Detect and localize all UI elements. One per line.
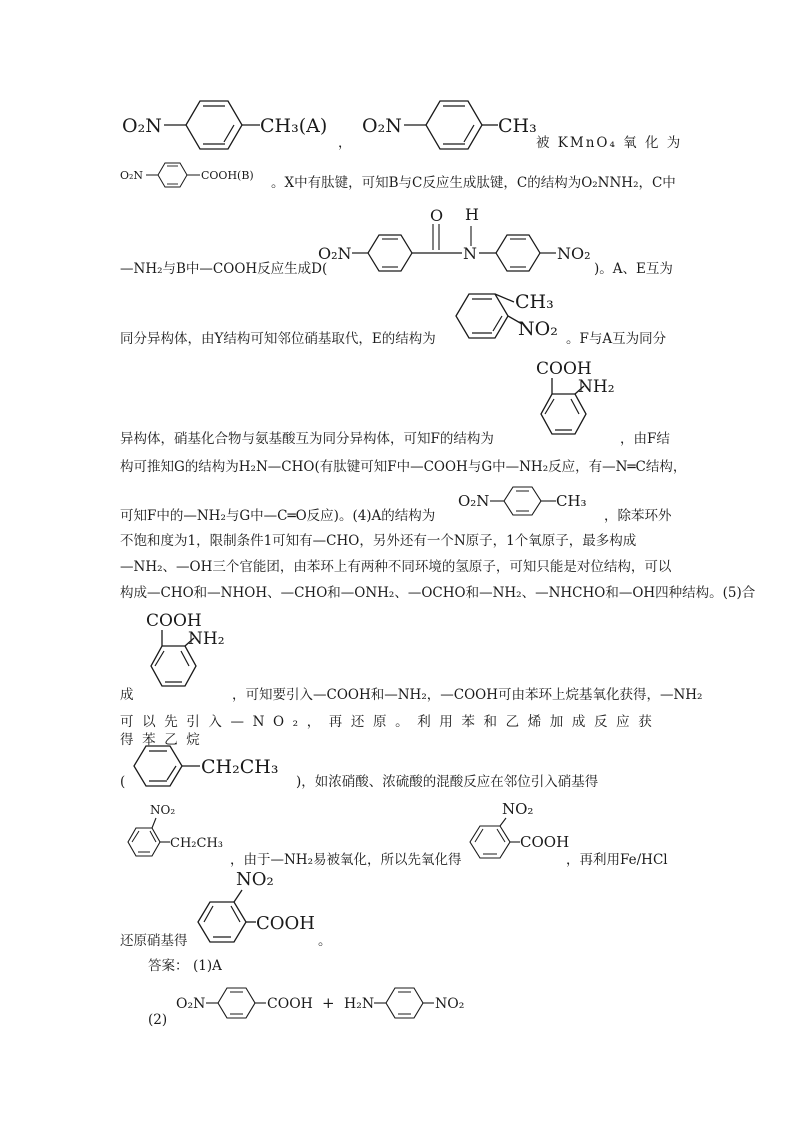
formula-label: CH₃ — [556, 492, 587, 510]
text-line: ，再利用Fe/HCl — [566, 852, 668, 868]
formula-label: O₂N — [122, 115, 162, 137]
formula-label: CH₂CH₃ — [170, 836, 223, 851]
formula-label: COOH — [520, 833, 570, 851]
formula-label: O₂N — [176, 996, 206, 1012]
answer-1: (1)A — [193, 958, 222, 974]
text-line: ，可知要引入—COOH和—NH₂，—COOH可由苯环上烷基氧化获得，—NH₂ — [232, 687, 703, 703]
formula-label: NO₂ — [435, 996, 465, 1012]
formula-label: CH₂CH₃ — [201, 756, 279, 778]
structure-ethylbenzene — [128, 740, 308, 796]
structure-nitrotoluene-small — [456, 484, 606, 520]
text-line: —NH₂、—OH三个官能团，由苯环上有两种不同环境的氢原子，可知只能是对位结构，可以 — [120, 559, 672, 575]
structure-nitrobenzoic-acid-large — [190, 866, 330, 946]
answer-label: 答案： — [148, 958, 189, 974]
text-line: 同分异构体，由Y结构可知邻位硝基取代，E的结构为 — [120, 331, 436, 347]
formula-label: H — [465, 205, 479, 224]
formula-label: NO₂ — [502, 800, 534, 818]
formula-label: COOH — [536, 359, 592, 379]
formula-label: COOH(B) — [201, 169, 254, 182]
benzene-ring — [198, 902, 246, 942]
text-line: )。A、E互为 — [594, 261, 673, 277]
structure-nitrobenzoic-acid — [462, 798, 582, 864]
text-line: —NH₂与B中—COOH反应生成D( — [120, 261, 328, 277]
text-line: 异构体，硝基化合物与氨基酸互为同分异构体，可知F的结构为 — [120, 431, 494, 447]
text-line: 成 — [120, 687, 134, 703]
formula-label: CH₃ — [515, 291, 554, 313]
text-line: ，除苯环外 — [604, 508, 672, 524]
benzene-ring — [496, 235, 540, 271]
text-line: 。 — [318, 933, 332, 949]
formula-label: O₂N — [362, 115, 402, 137]
text-line: 构成—CHO和—NHOH、—CHO和—ONH₂、—OCHO和—NH₂、—NHCHO和—OH四种结构。(5)合 — [120, 585, 756, 601]
formula-label: NO₂ — [150, 803, 176, 817]
text-line: ( — [120, 774, 126, 790]
formula-label: N — [463, 244, 477, 263]
structure-nitrotoluene — [360, 93, 540, 157]
text-line: 还原硝基得 — [120, 933, 188, 949]
text-line: 不饱和度为1，限制条件1可知有—CHO，另外还有一个N原子，1个氧原子，最多构成 — [120, 533, 637, 549]
text-line: 。X中有肽键，可知B与C反应生成肽键，C的结构为O₂NNH₂，C中 — [271, 175, 676, 191]
benzene-ring — [158, 163, 187, 187]
formula-label: NO₂ — [236, 869, 274, 890]
structure-compound-d — [316, 202, 598, 280]
text-line: 可知F中的—NH₂与G中—C═O反应)。(4)A的结构为 — [120, 508, 436, 524]
formula-label: O₂N — [120, 169, 144, 182]
structure-anthranilic-acid — [128, 610, 238, 696]
text-line: ，由于—NH₂易被氧化，所以先氧化得 — [230, 852, 462, 868]
text-line: 被 KMnO₄ 氧 化 为 — [536, 135, 683, 151]
benzene-ring — [134, 746, 182, 786]
comma: ， — [338, 135, 352, 151]
text-line: 。F与A互为同分 — [566, 331, 667, 347]
formula-label: NO₂ — [557, 244, 591, 263]
formula-label: NO₂ — [518, 318, 558, 340]
formula-label: COOH — [146, 611, 202, 631]
formula-label: CH₃(A) — [260, 115, 328, 137]
structure-compound-e — [452, 284, 572, 354]
structure-compound-f — [518, 358, 628, 444]
benzene-ring — [541, 394, 586, 434]
plus-sign: + — [322, 994, 335, 1012]
text-line: )，如浓硝酸、浓硫酸的混酸反应在邻位引入硝基得 — [296, 774, 599, 790]
formula-label: O — [430, 206, 444, 225]
formula-label: CH₃ — [498, 115, 537, 137]
structure-nitrotoluene-a — [120, 93, 350, 157]
benzene-ring — [368, 235, 412, 271]
formula-label: COOH — [267, 996, 313, 1012]
benzene-ring — [470, 826, 510, 858]
answer-2-label: (2) — [148, 1012, 168, 1028]
formula-label: NH₂ — [578, 377, 615, 397]
benzene-ring — [456, 294, 508, 338]
formula-label: H₂N — [344, 996, 375, 1012]
text-line: ，由F结 — [620, 431, 670, 447]
structure-nitrobenzoic-acid-b — [120, 160, 280, 192]
benzene-ring — [151, 646, 196, 686]
answer-2-structures — [174, 984, 494, 1024]
formula-label: NH₂ — [188, 629, 225, 649]
formula-label: COOH — [256, 913, 315, 934]
formula-label: O₂N — [318, 244, 352, 263]
text-line: 构可推知G的结构为H₂N—CHO(有肽键可知F中—COOH与G中—NH₂反应，有—N═C结构， — [120, 459, 687, 475]
text-line-content: 可以先引入—NO₂，再还原。利用苯和乙烯加成反应获得苯乙烷 — [120, 714, 661, 748]
formula-label: O₂N — [458, 492, 490, 510]
